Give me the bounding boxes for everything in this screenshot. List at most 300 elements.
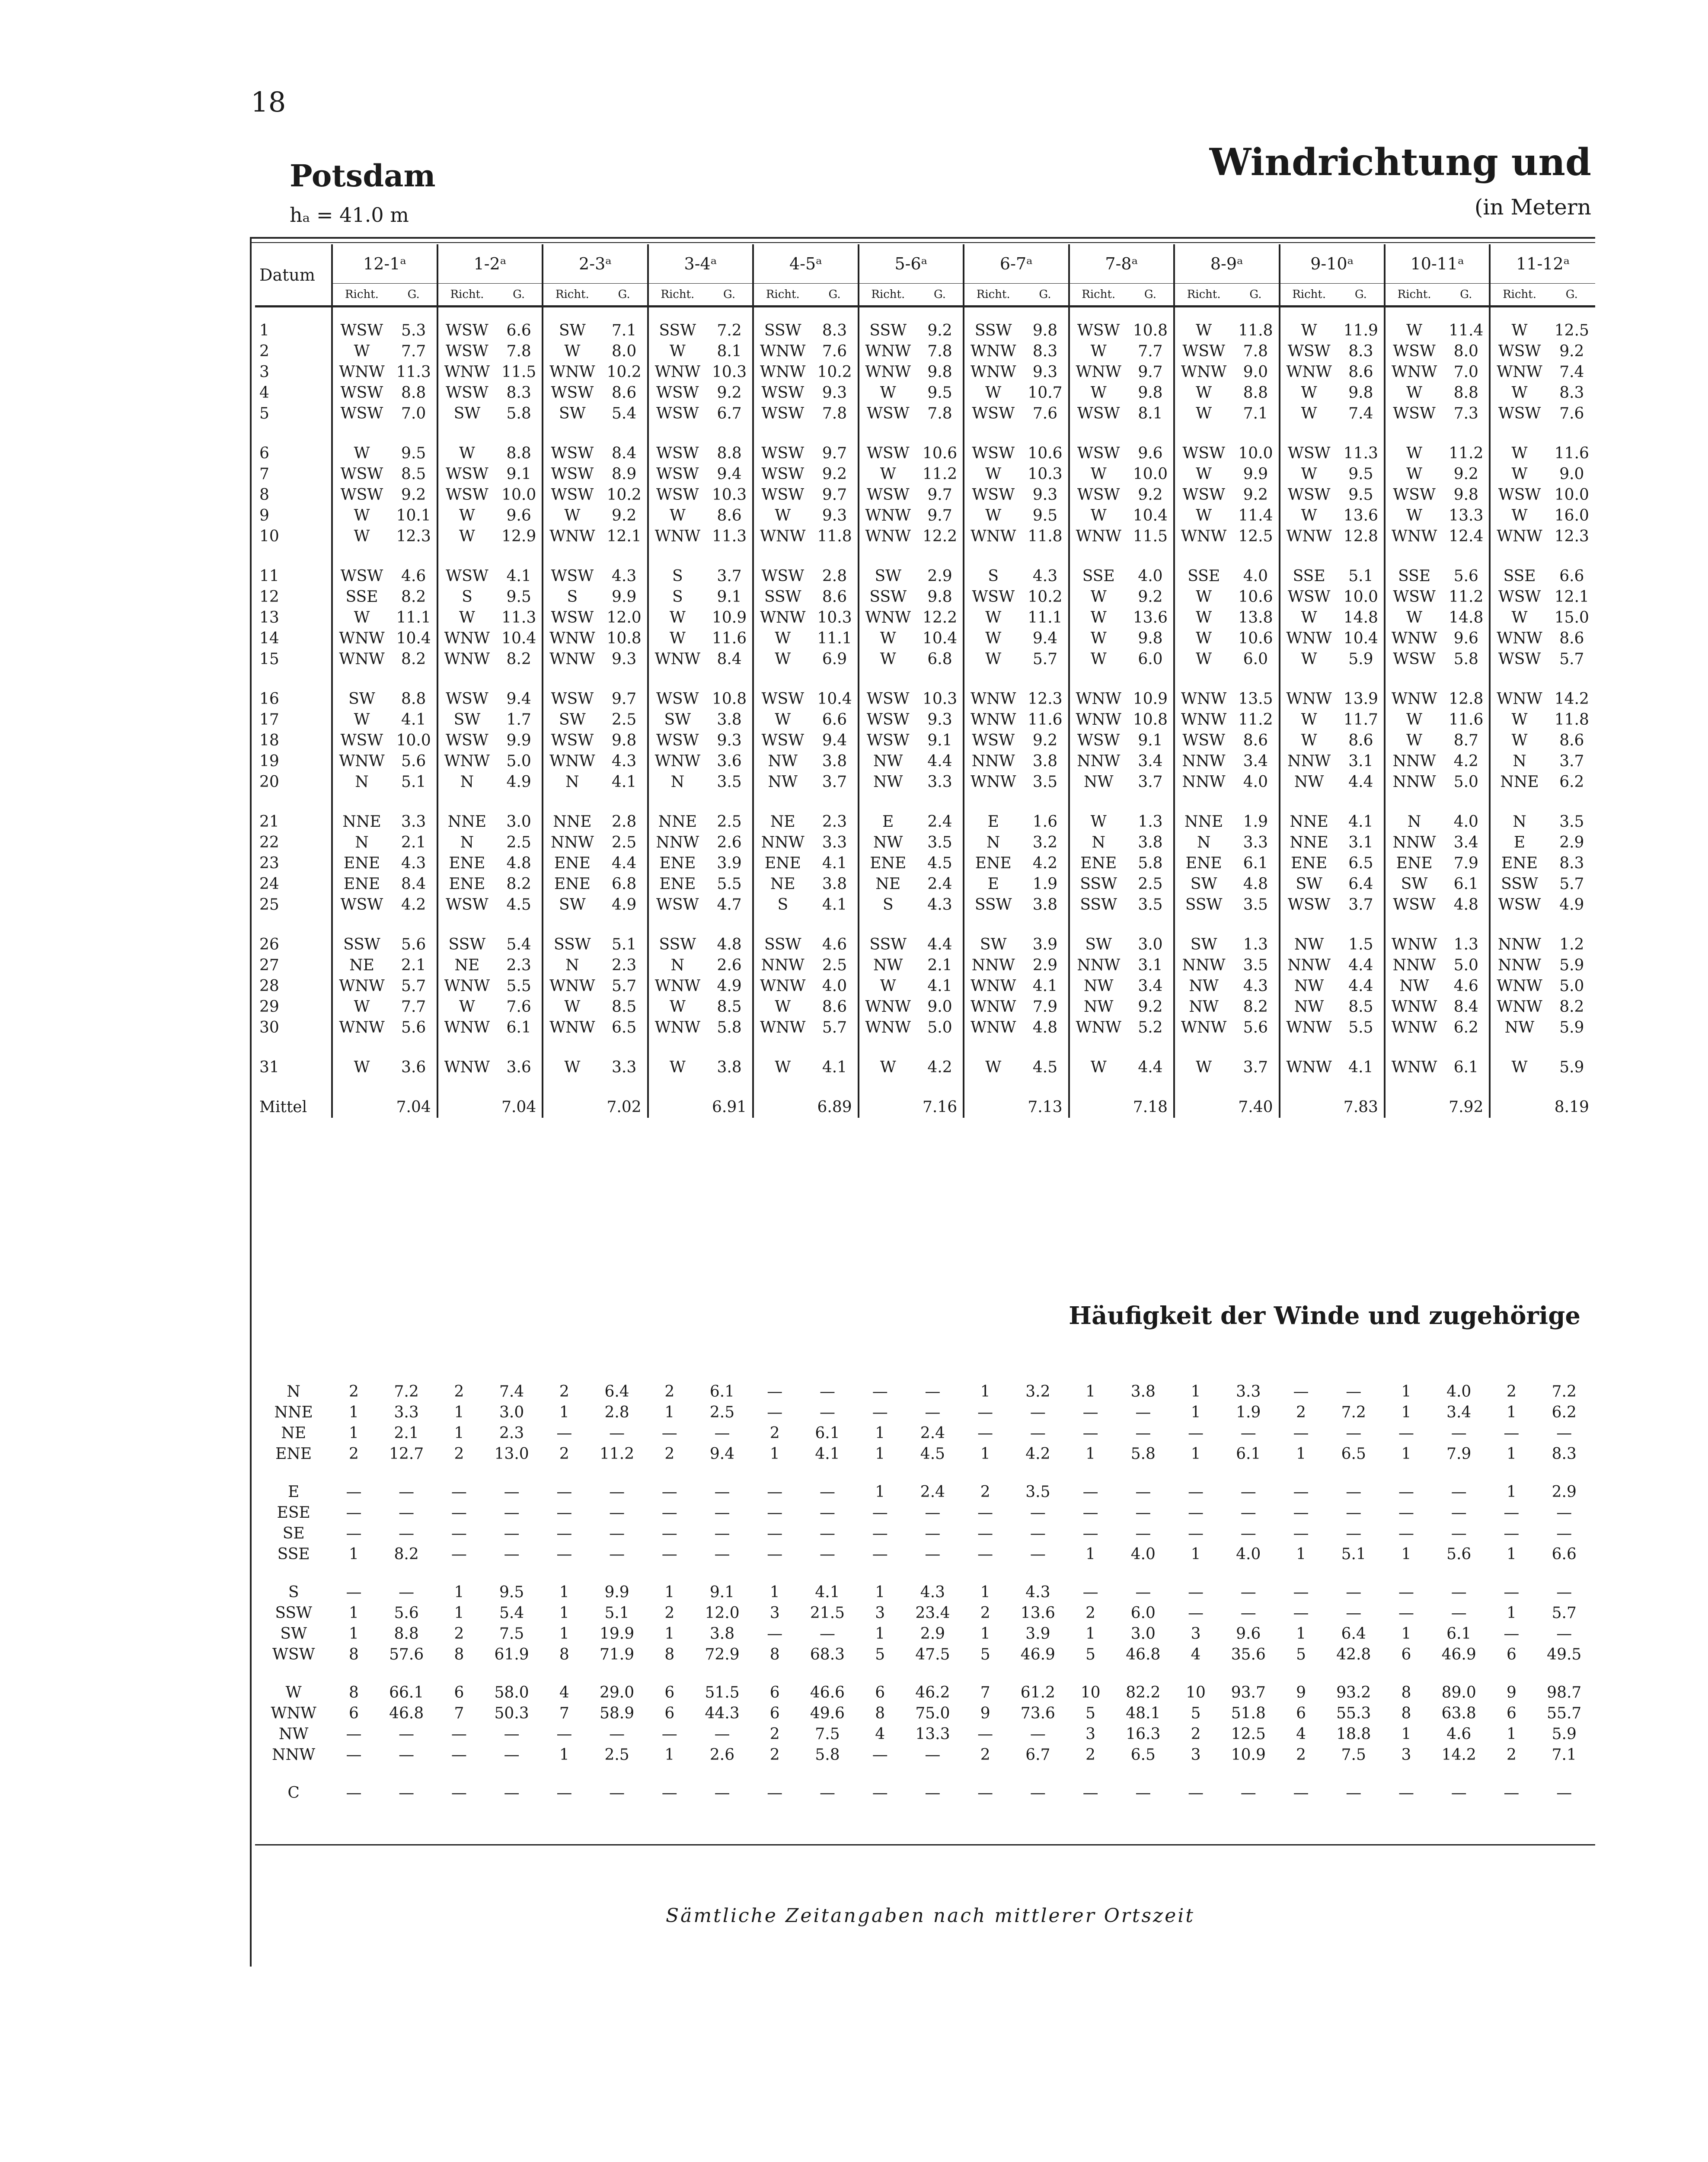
wind-direction: SSW — [753, 587, 811, 608]
wind-speed: 9.5 — [401, 445, 426, 462]
wind-direction: WSW — [1385, 587, 1443, 608]
wind-speed: 9.3 — [822, 384, 847, 402]
direction-subheader: Richt. — [964, 284, 1022, 307]
wind-speed: 3.2 — [1032, 834, 1058, 851]
wind-direction: NNW — [964, 751, 1022, 772]
day-label: Mittel — [259, 1098, 307, 1116]
wind-speed: 9.3 — [1032, 363, 1058, 381]
direction-label: E — [288, 1483, 300, 1501]
wind-direction: WNW — [543, 1017, 601, 1038]
wind-speed: 9.2 — [1453, 465, 1478, 483]
table-row — [255, 1703, 1595, 1724]
mean-speed: — — [925, 1383, 941, 1401]
wind-speed: 9.5 — [1348, 486, 1373, 504]
frequency-count: — — [1082, 1424, 1098, 1442]
wind-direction: WNW — [1385, 526, 1443, 547]
wind-direction: WSW — [648, 895, 706, 915]
wind-speed: 11.1 — [817, 630, 852, 647]
mean-speed: 63.8 — [1441, 1705, 1476, 1722]
wind-direction: ENE — [1490, 853, 1548, 874]
frequency-count: — — [977, 1504, 993, 1522]
mean-speed: — — [399, 1784, 415, 1802]
mean-speed: 23.4 — [915, 1604, 950, 1622]
wind-speed: 4.9 — [506, 773, 531, 791]
frequency-count: — — [1188, 1424, 1204, 1442]
wind-direction: WNW — [1174, 362, 1232, 383]
wind-direction: WSW — [1174, 443, 1232, 464]
wind-speed: 10.0 — [396, 732, 431, 749]
wind-direction: WSW — [753, 730, 811, 751]
frequency-count: — — [1188, 1784, 1204, 1802]
wind-direction: W — [753, 1057, 811, 1078]
wind-speed: 12.3 — [1554, 528, 1589, 545]
wind-speed: 8.6 — [1348, 363, 1373, 381]
frequency-count: — — [1504, 1424, 1520, 1442]
frequency-count: 1 — [348, 1404, 359, 1421]
mean-speed: 47.5 — [915, 1646, 950, 1663]
mean-speed: — — [609, 1525, 625, 1542]
wind-speed: 3.7 — [717, 567, 742, 585]
datum-header: Datum — [255, 244, 332, 307]
wind-speed: 12.0 — [607, 609, 642, 627]
wind-direction: NW — [1280, 997, 1338, 1017]
wind-direction: SW — [332, 689, 390, 710]
wind-direction: WSW — [437, 689, 496, 710]
wind-direction: WSW — [648, 403, 706, 424]
frequency-count: — — [556, 1504, 572, 1522]
frequency-count: — — [661, 1504, 677, 1522]
frequency-count: 8 — [1401, 1684, 1411, 1701]
day-label: 31 — [259, 1059, 279, 1076]
direction-subheader: Richt. — [543, 284, 601, 307]
mean-speed: 7.5 — [815, 1725, 840, 1743]
frequency-count: — — [1293, 1424, 1309, 1442]
frequency-count: 1 — [348, 1424, 359, 1442]
wind-direction: ENE — [437, 853, 496, 874]
wind-speed: 5.6 — [1453, 567, 1478, 585]
wind-direction — [1385, 1097, 1443, 1118]
wind-speed: 3.3 — [611, 1059, 637, 1076]
mean-speed: — — [1451, 1784, 1467, 1802]
wind-direction: W — [753, 997, 811, 1017]
wind-speed: 7.02 — [607, 1098, 642, 1116]
frequency-count: 6 — [664, 1684, 675, 1701]
wind-speed: 9.6 — [1138, 445, 1163, 462]
wind-direction: S — [859, 895, 917, 915]
frequency-count: 1 — [1401, 1445, 1411, 1463]
wind-direction — [1280, 1097, 1338, 1118]
frequency-count: 2 — [559, 1445, 569, 1463]
wind-speed: 9.3 — [1032, 486, 1058, 504]
mean-speed: — — [819, 1504, 835, 1522]
wind-direction: SSW — [1069, 895, 1127, 915]
wind-direction: SW — [1174, 874, 1232, 895]
wind-direction: WNW — [1280, 689, 1338, 710]
wind-speed: 4.0 — [1453, 813, 1478, 831]
wind-direction: WNW — [1385, 934, 1443, 955]
day-label: 15 — [259, 650, 279, 668]
table-row — [255, 1724, 1595, 1745]
frequency-count: 7 — [559, 1705, 569, 1722]
wind-direction: SW — [1385, 874, 1443, 895]
wind-direction: NE — [753, 812, 811, 832]
mean-speed: — — [714, 1545, 730, 1563]
mean-speed: — — [609, 1504, 625, 1522]
wind-direction: W — [437, 505, 496, 526]
wind-direction: WSW — [648, 730, 706, 751]
wind-speed: 4.3 — [611, 752, 637, 770]
mean-speed: 6.0 — [1130, 1604, 1156, 1622]
mean-speed: — — [1135, 1504, 1151, 1522]
wind-speed: 10.9 — [712, 609, 747, 627]
mean-speed: 9.1 — [709, 1583, 735, 1601]
speed-subheader: G. — [1232, 284, 1279, 307]
wind-direction: NNW — [648, 832, 706, 853]
wind-speed: 3.8 — [822, 752, 847, 770]
mean-speed: 5.6 — [394, 1604, 419, 1622]
wind-direction: ENE — [1174, 853, 1232, 874]
wind-direction: WNW — [964, 1017, 1022, 1038]
wind-direction: WNW — [1174, 526, 1232, 547]
mean-speed: 5.4 — [499, 1604, 524, 1622]
wind-direction: WSW — [964, 485, 1022, 505]
wind-speed: 4.2 — [1032, 854, 1058, 872]
frequency-count: 2 — [1296, 1404, 1306, 1421]
frequency-count: — — [872, 1404, 888, 1421]
wind-speed: 5.1 — [1348, 567, 1373, 585]
wind-speed: 10.0 — [1133, 465, 1168, 483]
wind-direction: WSW — [437, 485, 496, 505]
wind-direction: NE — [437, 955, 496, 976]
wind-direction — [1490, 1097, 1548, 1118]
wind-speed: 3.4 — [1138, 977, 1163, 995]
wind-speed: 1.3 — [1243, 936, 1268, 953]
wind-direction: WSW — [437, 730, 496, 751]
frequency-count: — — [1504, 1525, 1520, 1542]
frequency-count: — — [451, 1746, 467, 1764]
day-label: 3 — [259, 363, 269, 381]
wind-direction: W — [1174, 320, 1232, 341]
wind-direction: NW — [1280, 976, 1338, 997]
hour-header: 6-7ᵃ — [964, 244, 1069, 284]
frequency-count: — — [872, 1784, 888, 1802]
wind-speed: 4.9 — [1559, 896, 1584, 914]
wind-speed: 10.9 — [1133, 690, 1168, 708]
frequency-count: 1 — [980, 1445, 990, 1463]
day-label: 6 — [259, 445, 269, 462]
wind-direction: NNE — [1280, 812, 1338, 832]
frequency-count: 8 — [348, 1646, 359, 1663]
frequency-count: 2 — [769, 1725, 780, 1743]
mean-speed: — — [504, 1784, 520, 1802]
speed-subheader: G. — [1443, 284, 1490, 307]
wind-direction: WNW — [648, 976, 706, 997]
wind-speed: 5.3 — [401, 322, 426, 339]
wind-speed: 8.1 — [717, 342, 742, 360]
frequency-count: — — [451, 1725, 467, 1743]
wind-direction: WSW — [648, 443, 706, 464]
wind-speed: 5.8 — [506, 405, 531, 422]
table-row — [255, 485, 1595, 505]
wind-speed: 11.5 — [501, 363, 536, 381]
wind-speed: 13.6 — [1133, 609, 1168, 627]
wind-direction: W — [1490, 464, 1548, 485]
hour-header: 7-8ᵃ — [1069, 244, 1174, 284]
wind-direction: NW — [1490, 1017, 1548, 1038]
frequency-count: 2 — [454, 1625, 464, 1643]
wind-direction: NW — [859, 955, 917, 976]
top-rule — [251, 237, 1595, 239]
day-label: 20 — [259, 773, 279, 791]
wind-direction: SW — [1280, 874, 1338, 895]
frequency-count: 1 — [875, 1483, 885, 1501]
frequency-count: — — [556, 1545, 572, 1563]
wind-direction: NNW — [1174, 772, 1232, 793]
wind-direction: WNW — [1069, 526, 1127, 547]
wind-speed: 6.0 — [1138, 650, 1163, 668]
direction-label: WSW — [272, 1646, 315, 1663]
table-row — [255, 649, 1595, 670]
mean-speed: 58.0 — [494, 1684, 529, 1701]
speed-subheader: G. — [601, 284, 648, 307]
wind-speed: 8.2 — [506, 875, 531, 893]
mean-speed: — — [1556, 1525, 1572, 1542]
day-label: 9 — [259, 507, 269, 525]
wind-direction: WNW — [543, 526, 601, 547]
frequency-count: 2 — [1191, 1725, 1201, 1743]
wind-speed: 15.0 — [1554, 609, 1589, 627]
frequency-count: 1 — [1085, 1383, 1096, 1401]
wind-speed: 9.8 — [611, 732, 637, 749]
wind-speed: 8.5 — [611, 998, 637, 1016]
mean-speed: 13.6 — [1020, 1604, 1055, 1622]
wind-speed: 10.4 — [922, 630, 958, 647]
wind-speed: 3.1 — [1348, 834, 1373, 851]
frequency-count: — — [767, 1504, 783, 1522]
wind-speed: 9.1 — [1138, 732, 1163, 749]
wind-speed: 11.3 — [1343, 445, 1378, 462]
direction-subheader: Richt. — [1280, 284, 1338, 307]
frequency-count: 1 — [664, 1583, 675, 1601]
frequency-count: — — [346, 1525, 362, 1542]
wind-speed: 4.3 — [927, 896, 952, 914]
wind-speed: 9.8 — [1032, 322, 1058, 339]
wind-speed: 4.9 — [611, 896, 637, 914]
table-row — [255, 608, 1595, 628]
wind-direction: WSW — [1385, 485, 1443, 505]
wind-direction: W — [1174, 587, 1232, 608]
wind-direction: WNW — [753, 976, 811, 997]
mean-speed: 55.3 — [1336, 1705, 1371, 1722]
mean-speed: 9.4 — [709, 1445, 735, 1463]
wind-direction: NNW — [964, 955, 1022, 976]
wind-speed: 7.1 — [1243, 405, 1268, 422]
wind-direction: W — [1069, 649, 1127, 670]
mean-speed: — — [819, 1545, 835, 1563]
wind-speed: 3.6 — [401, 1059, 426, 1076]
frequency-count: — — [346, 1725, 362, 1743]
wind-direction: SSW — [648, 934, 706, 955]
wind-speed: 6.4 — [1348, 875, 1373, 893]
wind-speed: 9.4 — [1032, 630, 1058, 647]
wind-speed: 9.5 — [1032, 507, 1058, 525]
mean-speed: 3.3 — [394, 1404, 419, 1421]
wind-direction: NNW — [1280, 751, 1338, 772]
mean-speed: 21.5 — [810, 1604, 845, 1622]
direction-label: ENE — [275, 1445, 312, 1463]
wind-direction: WSW — [964, 730, 1022, 751]
speed-subheader: G. — [496, 284, 543, 307]
frequency-count: 3 — [769, 1604, 780, 1622]
wind-speed: 16.0 — [1554, 507, 1589, 525]
mean-speed: 5.7 — [1552, 1604, 1577, 1622]
wind-speed: 3.8 — [1032, 752, 1058, 770]
wind-direction: WNW — [964, 341, 1022, 362]
wind-speed: 11.1 — [1028, 609, 1063, 627]
wind-direction: N — [1385, 812, 1443, 832]
wind-speed: 2.4 — [927, 875, 952, 893]
wind-direction: WNW — [859, 997, 917, 1017]
wind-speed: 8.5 — [1348, 998, 1373, 1016]
table-row — [255, 853, 1595, 874]
wind-direction: NW — [859, 832, 917, 853]
frequency-count: — — [1082, 1525, 1098, 1542]
wind-speed: 8.8 — [1453, 384, 1478, 402]
wind-direction: N — [543, 955, 601, 976]
frequency-count: 1 — [875, 1424, 885, 1442]
wind-direction: WSW — [543, 443, 601, 464]
wind-direction: WNW — [332, 362, 390, 383]
wind-speed: 5.4 — [611, 405, 637, 422]
wind-direction: WNW — [1490, 997, 1548, 1017]
wind-direction: SSE — [1385, 566, 1443, 587]
day-label: 23 — [259, 854, 279, 872]
wind-speed: 12.8 — [1449, 690, 1484, 708]
mean-speed: 49.6 — [810, 1705, 845, 1722]
wind-speed: 10.8 — [607, 630, 642, 647]
frequency-count: — — [977, 1784, 993, 1802]
wind-speed: 3.4 — [1138, 752, 1163, 770]
wind-speed: 4.6 — [822, 936, 847, 953]
mean-speed: — — [504, 1525, 520, 1542]
mean-speed: 7.1 — [1552, 1746, 1577, 1764]
frequency-count: — — [661, 1424, 677, 1442]
wind-direction: W — [648, 997, 706, 1017]
day-label: 8 — [259, 486, 269, 504]
wind-speed: 4.6 — [401, 567, 426, 585]
wind-speed: 8.19 — [1554, 1098, 1589, 1116]
wind-speed: 8.8 — [401, 384, 426, 402]
wind-speed: 3.8 — [822, 875, 847, 893]
wind-speed: 4.1 — [1348, 813, 1373, 831]
wind-direction: WSW — [753, 464, 811, 485]
frequency-count: 1 — [1191, 1545, 1201, 1563]
wind-speed: 7.8 — [927, 342, 952, 360]
frequency-count: — — [1082, 1784, 1098, 1802]
frequency-count: 6 — [1506, 1646, 1516, 1663]
table-row — [255, 1523, 1595, 1544]
mean-speed: — — [1240, 1483, 1256, 1501]
wind-direction: W — [1490, 730, 1548, 751]
frequency-count: 5 — [1085, 1646, 1096, 1663]
wind-direction: W — [1174, 608, 1232, 628]
wind-speed: 8.1 — [1138, 405, 1163, 422]
wind-speed: 3.7 — [1559, 752, 1584, 770]
mean-speed: — — [1346, 1483, 1362, 1501]
wind-speed: 10.4 — [1133, 507, 1168, 525]
mean-speed: 6.5 — [1130, 1746, 1156, 1764]
mean-speed: 11.2 — [599, 1445, 635, 1463]
wind-speed: 7.0 — [401, 405, 426, 422]
frequency-count: — — [1398, 1424, 1414, 1442]
frequency-count: 3 — [1191, 1746, 1201, 1764]
wind-speed: 3.5 — [717, 773, 742, 791]
wind-speed: 4.2 — [927, 1059, 952, 1076]
wind-direction: WSW — [543, 464, 601, 485]
mean-speed: — — [714, 1483, 730, 1501]
wind-speed: 9.7 — [611, 690, 637, 708]
wind-speed: 9.4 — [506, 690, 531, 708]
wind-direction: W — [964, 649, 1022, 670]
wind-direction: W — [964, 608, 1022, 628]
wind-direction: S — [648, 587, 706, 608]
wind-speed: 9.2 — [822, 465, 847, 483]
mean-speed: 2.8 — [604, 1404, 629, 1421]
wind-direction: SW — [648, 710, 706, 730]
mean-speed: 3.3 — [1236, 1383, 1261, 1401]
wind-speed: 1.6 — [1032, 813, 1058, 831]
wind-direction: WNW — [1280, 628, 1338, 649]
wind-speed: 5.6 — [1243, 1019, 1268, 1036]
table-row — [255, 832, 1595, 853]
direction-subheader: Richt. — [859, 284, 917, 307]
wind-speed: 4.0 — [1243, 567, 1268, 585]
table-row — [255, 587, 1595, 608]
wind-direction: WNW — [1385, 628, 1443, 649]
wind-speed: 4.1 — [506, 567, 531, 585]
wind-speed: 9.2 — [717, 384, 742, 402]
wind-direction: E — [964, 874, 1022, 895]
frequency-count: — — [1504, 1504, 1520, 1522]
wind-speed: 8.6 — [611, 384, 637, 402]
mean-speed: — — [1346, 1383, 1362, 1401]
day-label: 28 — [259, 977, 279, 995]
wind-speed: 8.6 — [717, 507, 742, 525]
wind-direction: WNW — [859, 526, 917, 547]
wind-direction: WSW — [1069, 403, 1127, 424]
wind-direction: WSW — [1280, 485, 1338, 505]
wind-direction — [332, 1097, 390, 1118]
frequency-count: — — [346, 1483, 362, 1501]
wind-direction: NNW — [1174, 751, 1232, 772]
frequency-count: — — [451, 1784, 467, 1802]
wind-direction: N — [1069, 832, 1127, 853]
frequency-count: 2 — [454, 1445, 464, 1463]
mean-speed: — — [399, 1525, 415, 1542]
wind-speed: 9.2 — [927, 322, 952, 339]
wind-speed: 4.5 — [506, 896, 531, 914]
frequency-count: 1 — [875, 1625, 885, 1643]
mean-speed: 4.1 — [815, 1445, 840, 1463]
bottom-rule — [255, 1844, 1595, 1845]
mean-speed: — — [609, 1483, 625, 1501]
wind-speed: 4.4 — [1348, 977, 1373, 995]
wind-direction: NNW — [1069, 955, 1127, 976]
wind-direction: WNW — [437, 1057, 496, 1078]
table-row — [255, 505, 1595, 526]
mean-speed: — — [714, 1725, 730, 1743]
day-label: 13 — [259, 609, 279, 627]
